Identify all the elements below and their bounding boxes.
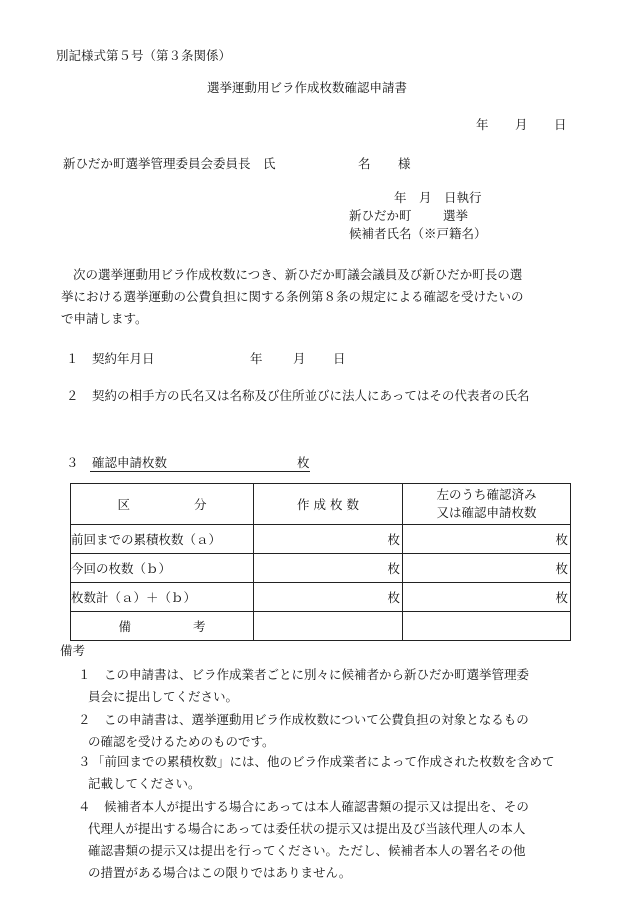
remarks-cell-created (254, 612, 403, 641)
note-2 (60, 709, 570, 753)
note-1-line2: 員会に提出してください。 (88, 689, 239, 704)
note-4-line4: の措置がある場合はこの限りではありません。 (88, 865, 352, 880)
row-unit-created: 枚 (254, 554, 403, 583)
item2-number: ２ (66, 388, 79, 403)
row-unit-confirmed: 枚 (403, 554, 571, 583)
note-2-number: ２ (78, 712, 91, 727)
table-remarks-row (71, 612, 571, 641)
note-1-line1: この申請書は、ビラ作成業者ごとに別々に候補者から新ひだか町選挙管理委 (104, 667, 530, 682)
body-line-1: 次の選挙運動用ビラ作成枚数につき、新ひだか町議会議員及び新ひだか町長の選 (73, 267, 523, 282)
note-3-line2: 記載してください。 (88, 776, 201, 791)
remarks-label-a: 備 (118, 619, 131, 634)
addressee-name: 新ひだか町選挙管理委員会委員長 氏 (63, 156, 276, 171)
note-4-line2: 代理人が提出する場合にあっては委任状の提示又は提出及び当該代理人の本人 (88, 821, 526, 836)
table-row (71, 525, 571, 554)
table-row (71, 554, 571, 583)
header-kubun-a: 区 (117, 497, 130, 512)
row-label: 枚数計（ａ）＋（ｂ） (71, 583, 254, 612)
note-4-line1: 候補者本人が提出する場合にあっては本人確認書類の提示又は提出を、その (104, 799, 529, 814)
header-confirmed (403, 484, 571, 525)
addressee-sama: 様 (398, 156, 411, 171)
item1-number: １ (66, 351, 79, 366)
header-kubun (71, 484, 254, 525)
row-unit-created: 枚 (254, 583, 403, 612)
item2-label: 契約の相手方の氏名又は名称及び住所並びに法人にあってはその代表者の氏名 (92, 388, 530, 403)
notes-heading: 備考 (60, 643, 86, 658)
table-row (71, 583, 571, 612)
note-3 (60, 751, 570, 795)
note-2-line2: の確認を受けるためのものです。 (88, 734, 275, 749)
row-unit-confirmed: 枚 (403, 525, 571, 554)
item1-day: 日 (333, 351, 346, 366)
document-title: 選挙運動用ビラ作成枚数確認申請書 (207, 80, 408, 95)
election-date: 年 月 日執行 (394, 190, 482, 205)
note-3-line1: 「前回までの累積枚数」には、他のビラ作成業者によって作成された枚数を含めて (92, 754, 555, 769)
row-unit-created: 枚 (254, 525, 403, 554)
header-confirmed-line2: 又は確認申請枚数 (436, 505, 537, 520)
header-confirmed-line1: 左のうち確認済み (436, 487, 537, 502)
item3-unit: 枚 (297, 455, 310, 470)
note-4 (60, 796, 570, 884)
date-month: 月 (515, 117, 528, 132)
addressee-mei: 名 (358, 156, 371, 171)
header-sakusei: 作 成 枚 数 (254, 484, 403, 525)
note-1 (60, 664, 570, 708)
note-3-number: ３ (78, 754, 91, 769)
note-4-line3: 確認書類の提示又は提出を行ってください。ただし、候補者本人の署名その他 (88, 843, 526, 858)
remarks-label (71, 612, 254, 641)
remarks-label-b: 考 (193, 619, 206, 634)
row-label: 前回までの累積枚数（ａ） (71, 525, 254, 554)
item1-label: 契約年月日 (92, 351, 155, 366)
row-unit-confirmed: 枚 (403, 583, 571, 612)
note-2-line1: この申請書は、選挙運動用ビラ作成枚数について公費負担の対象となるもの (104, 712, 529, 727)
item3-number: ３ (66, 455, 79, 470)
item3-label: 確認申請枚数 (92, 455, 168, 470)
body-paragraph (61, 264, 561, 330)
body-line-3: で申請します。 (61, 311, 148, 326)
form-label: 別記様式第５号（第３条関係） (56, 48, 232, 63)
note-4-number: ４ (78, 799, 91, 814)
date-day: 日 (554, 117, 567, 132)
table-header-row (71, 484, 571, 525)
item1-year: 年 (250, 351, 263, 366)
body-line-2: 挙における選挙運動の公費負担に関する条例第８条の規定による確認を受けたいの (61, 289, 524, 304)
candidate-name-label: 候補者氏名（※戸籍名） (349, 226, 487, 241)
note-1-number: １ (78, 667, 91, 682)
election-type-prefix: 新ひだか町 (349, 208, 412, 223)
remarks-cell-confirmed (403, 612, 571, 641)
header-kubun-b: 分 (194, 497, 207, 512)
date-year: 年 (476, 117, 489, 132)
election-type-suffix: 選挙 (443, 208, 469, 223)
count-table (70, 483, 571, 641)
row-label: 今回の枚数（ｂ） (71, 554, 254, 583)
item1-month: 月 (293, 351, 306, 366)
